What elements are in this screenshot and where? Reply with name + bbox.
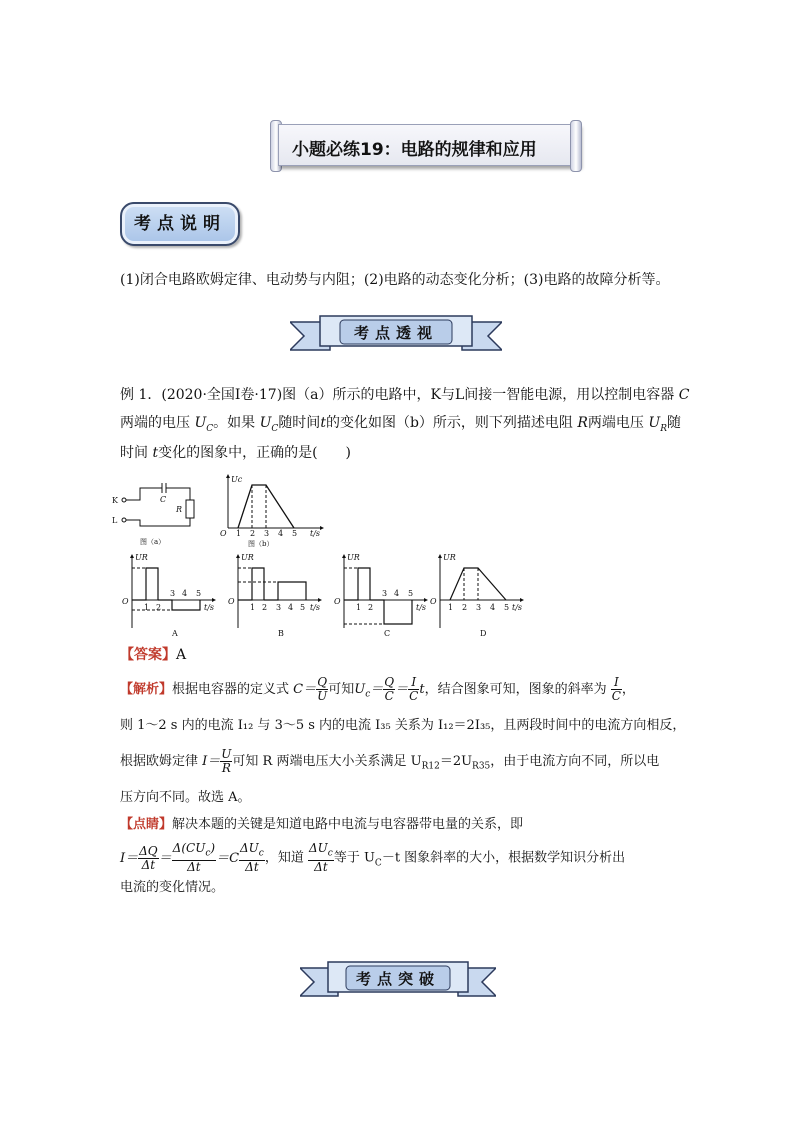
uc-tick-2: 2 [250, 529, 256, 538]
example-text-2b: 。如果 [213, 415, 256, 431]
comment-line-3: 电流的变化情况。 [120, 880, 225, 895]
label-r: R [176, 505, 183, 514]
example-text-2d: 的变化如图（b）所示，则下列描述电阻 [325, 415, 573, 431]
opt-b-t2: 2 [262, 603, 268, 612]
opt-c-t4: 4 [394, 589, 400, 598]
formula-uc: $U_c=$ $\frac{Q}{C}$ ＝ $\frac{I}{C}$ t [354, 675, 425, 703]
opt-a-t5: 5 [196, 589, 202, 598]
var-uc-2: $U_C$ [259, 415, 279, 434]
opt-d-t2: 2 [462, 603, 468, 612]
opt-a-t3: 3 [170, 589, 176, 598]
answer-line [120, 645, 186, 665]
analysis-text-1a: 根据电容器的定义式 [172, 682, 290, 697]
answer-label: 【答案】 [120, 647, 176, 663]
circuit-diagram [112, 483, 194, 546]
comment-line-1 [120, 815, 690, 835]
opt-a-t4: 4 [182, 589, 188, 598]
formula-slope: $\frac{I}{C}$ [611, 675, 621, 703]
opt-c-label: C [384, 629, 391, 638]
uc-tick-5: 5 [292, 529, 298, 538]
opt-d-t3: 3 [476, 603, 482, 612]
analysis-text-3d: ，由于电流方向不同，所以电 [490, 754, 660, 769]
opt-c-origin: O [334, 597, 341, 606]
caption-b: 图（b） [248, 540, 274, 548]
opt-d-label: D [480, 629, 487, 638]
opt-c-xlabel: t/s [416, 603, 427, 612]
analysis-text-3a: 根据欧姆定律 [120, 754, 199, 769]
opt-a-ylabel: UR [135, 553, 148, 562]
analysis-text-1c: ，结合图象可知，图象的斜率为 [424, 682, 607, 697]
option-d-graph [430, 553, 524, 638]
example-line-1 [120, 385, 690, 405]
uc-tick-1: 1 [236, 529, 242, 538]
option-b-graph [228, 553, 322, 638]
analysis-line-3: 根据欧姆定律 I＝ $\frac{U}{R}$ 可知 R 两端电压大小关系满足 $U_{R12}=2U_{R35}$，由于电流方向不同，所以电 [120, 747, 660, 775]
example-text-2e: 两端电压 [587, 415, 644, 431]
section-badge [120, 202, 240, 246]
answer-value: A [176, 647, 187, 663]
uc-ylabel: Uc [231, 475, 243, 484]
label-c: C [160, 495, 167, 504]
example-text-1: 例 1．(2020·全国Ⅰ卷·17)图（a）所示的电路中，K与L间接一智能电源，用以控制电容器 [120, 387, 675, 403]
opt-a-origin: O [122, 597, 129, 606]
example-line-3 [120, 443, 690, 463]
uc-xlabel: t/s [310, 529, 321, 538]
opt-b-origin: O [228, 597, 235, 606]
opt-d-origin: O [430, 597, 437, 606]
comment-text-2b: 等于 U [333, 850, 375, 866]
example-text-2c: 随时间 [278, 415, 321, 431]
var-t-2: t [152, 445, 159, 461]
ribbon-label-2: 考点突破 [355, 970, 440, 988]
comment-label: 【点睛】 [120, 817, 173, 832]
comment-line-2: I＝ $\frac{\Delta Q}{\Delta t}$ ＝ $\frac{\Delta(CU_c)}{\Delta t}$ ＝C $\frac{\Delta U_c}{\Delta t}$ ，知道 $\frac{\Delta U_c}{\Delta t}$ 等于 $U_C-t$ 图象斜率的大小，根据数学知识分析出 [120, 841, 626, 875]
comment-text-2c: －t 图象斜率的大小，根据数学知识分析出 [381, 850, 626, 866]
title-scroll [268, 116, 584, 172]
formula-current: I＝ $\frac{\Delta Q}{\Delta t}$ ＝ $\frac{\Delta(CU_c)}{\Delta t}$ ＝C $\frac{\Delta U_c}{\Delta t}$ [120, 841, 264, 875]
badge-label: 考点说明 [134, 214, 226, 234]
analysis-label: 【解析】 [120, 682, 173, 697]
opt-b-xlabel: t/s [310, 603, 321, 612]
opt-c-t5: 5 [408, 589, 414, 598]
opt-d-t4: 4 [490, 603, 496, 612]
example-text-3b: 变化的图象中，正确的是( ) [158, 445, 352, 461]
opt-c-t1: 1 [356, 603, 362, 612]
opt-a-xlabel: t/s [204, 603, 215, 612]
opt-b-t3: 3 [276, 603, 282, 612]
comment-text-1: 解决本题的关键是知道电路中电流与电容器带电量的关系，即 [172, 817, 524, 832]
label-k: K [112, 496, 118, 505]
var-uc: $U_C$ [194, 415, 214, 434]
opt-d-t1: 1 [448, 603, 454, 612]
opt-c-t2: 2 [368, 603, 374, 612]
uc-tick-3: 3 [264, 529, 270, 538]
label-l: L [112, 516, 118, 525]
example-text-2f: 随 [666, 415, 681, 431]
formula-rate: $\frac{\Delta U_c}{\Delta t}$ [309, 841, 333, 875]
analysis-line-4: 压方向不同。故选 A。 [120, 790, 251, 805]
page-title: 小题必练19：电路的规律和应用 [292, 140, 537, 160]
var-t: t [320, 415, 326, 431]
ribbon-label-1: 考点透视 [353, 324, 438, 342]
option-a-graph [122, 553, 216, 638]
example-line-2 [120, 413, 690, 439]
analysis-text-3c: ＝2U [439, 754, 473, 769]
opt-d-ylabel: UR [443, 553, 456, 562]
analysis-text-3b: 可知 R 两端电压大小关系满足 U [232, 754, 422, 769]
example-text-3a: 时间 [120, 445, 148, 461]
analysis-text-1b: 可知 [328, 682, 355, 697]
var-ur: $U_R$ [648, 415, 667, 434]
opt-c-t3: 3 [382, 589, 388, 598]
comment-text-2a: ，知道 [264, 850, 304, 866]
opt-c-ylabel: UR [347, 553, 360, 562]
figure-graphs [110, 470, 530, 640]
opt-b-label: B [278, 629, 284, 638]
uc-origin: O [220, 529, 227, 538]
opt-b-t4: 4 [288, 603, 294, 612]
opt-a-t2: 2 [156, 603, 162, 612]
opt-b-ylabel: UR [241, 553, 254, 562]
uc-tick-4: 4 [278, 529, 284, 538]
opt-a-label: A [172, 629, 178, 638]
opt-b-t1: 1 [250, 603, 256, 612]
caption-a: 图（a） [140, 538, 166, 546]
formula-ohm: I＝ $\frac{U}{R}$ [202, 747, 232, 775]
formula-c-def: C＝ $\frac{Q}{U}$ [293, 675, 328, 703]
opt-d-t5: 5 [504, 603, 510, 612]
option-c-graph [334, 553, 428, 638]
uc-graph [220, 474, 324, 548]
example-var-c: C [678, 387, 690, 403]
opt-b-t5: 5 [300, 603, 306, 612]
var-r: R [577, 415, 588, 431]
opt-a-t1: 1 [144, 603, 150, 612]
analysis-line-1: 【解析】根据电容器的定义式 C＝ $\frac{Q}{U}$ 可知$U_c=$ $\frac{Q}{C}$ ＝ $\frac{I}{C}$ t，结合图象可知，图象的斜率为 $\frac{I}{C}$ ， [120, 675, 635, 703]
analysis-line-2: 则 1～2 s 内的电流 I₁₂ 与 3～5 s 内的电流 I₃₅ 关系为 I₁₂＝2I₃₅，且两段时间中的电流方向相反， [120, 718, 686, 733]
opt-d-xlabel: t/s [512, 603, 523, 612]
example-text-2a: 两端的电压 [120, 415, 190, 431]
intro-text: (1)闭合电路欧姆定律、电动势与内阻；(2)电路的动态变化分析；(3)电路的故障分析等。 [120, 272, 670, 288]
